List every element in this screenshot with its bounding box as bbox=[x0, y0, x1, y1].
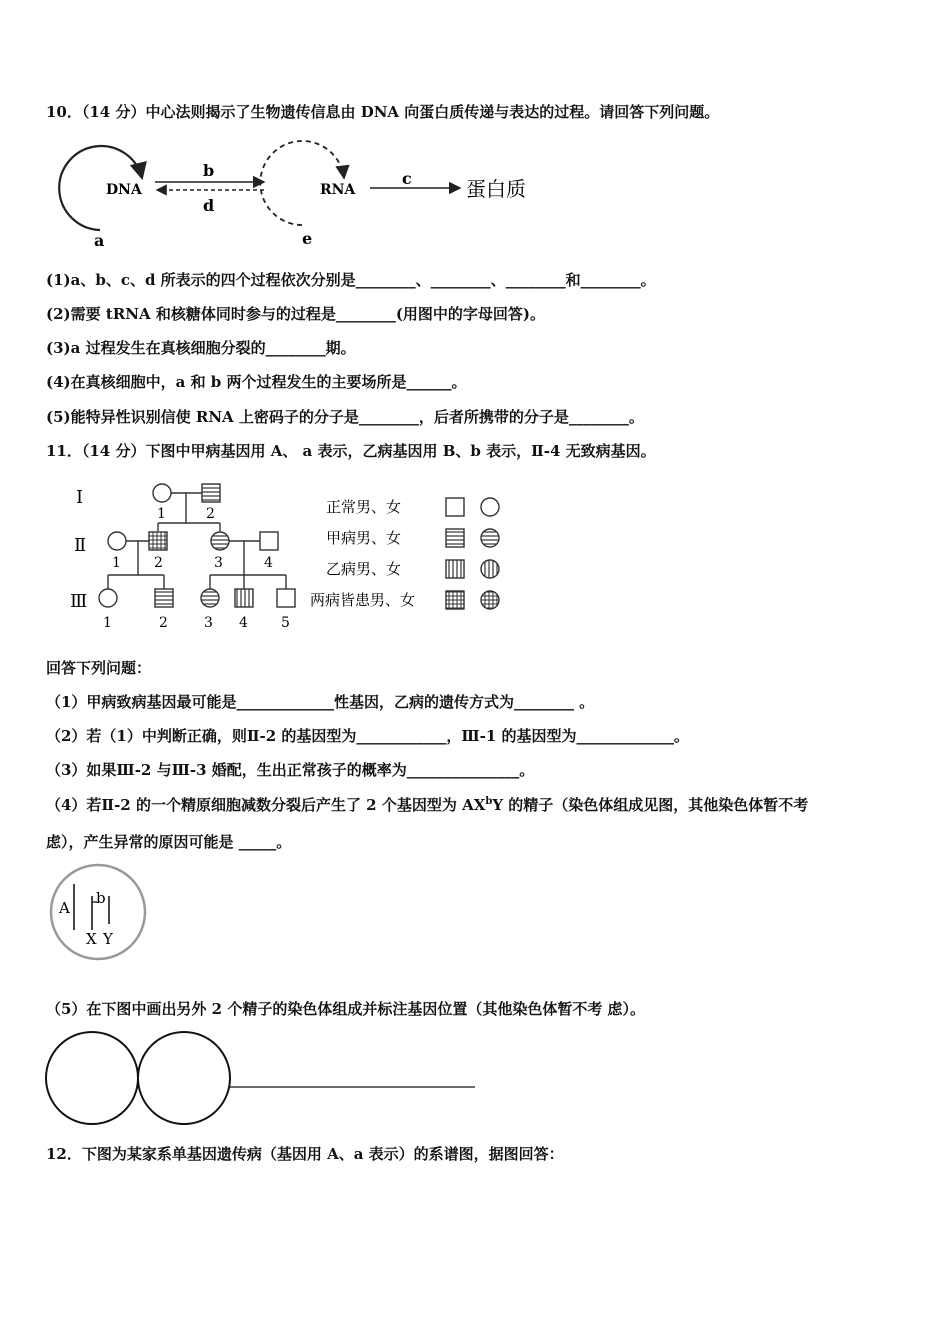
iii-1-female bbox=[99, 589, 117, 607]
q10-header: 10．（14 分）中心法则揭示了生物遗传信息由 DNA 向蛋白质传递与表达的过程。请回答下列问题。 bbox=[46, 103, 720, 121]
q10-item-4: (4)在真核细胞中，a 和 b 两个过程发生的主要场所是______。 bbox=[46, 373, 467, 391]
legend-normal-male bbox=[446, 498, 464, 516]
ii-3-num: 3 bbox=[214, 555, 223, 571]
ii-2-num: 2 bbox=[154, 555, 163, 571]
legend-disease-b: 乙病男、女 bbox=[326, 560, 402, 578]
iii-1-num: 1 bbox=[103, 615, 112, 631]
iii-3-female bbox=[201, 589, 219, 607]
label-b: b bbox=[203, 161, 215, 180]
cell-gene-b: b bbox=[96, 889, 106, 907]
legend-both-female bbox=[481, 591, 499, 609]
q11-item-4-cont: 虑），产生异常的原因可能是 _____。 bbox=[46, 833, 292, 851]
dna-label: DNA bbox=[106, 182, 142, 198]
blank-cell-1[interactable] bbox=[46, 1032, 138, 1124]
legend-disease-a: 甲病男、女 bbox=[326, 529, 402, 547]
central-dogma-diagram bbox=[40, 130, 560, 255]
ii-4-male bbox=[260, 532, 278, 550]
q11-answer-intro: 回答下列问题： bbox=[46, 659, 152, 677]
cell-x-chrom: X bbox=[86, 930, 97, 948]
cell-y-chrom: Y bbox=[103, 930, 113, 948]
q12-header: 12．下图为某家系单基因遗传病（基因用 A、a 表示）的系谱图，据图回答： bbox=[46, 1145, 564, 1163]
ii-1-num: 1 bbox=[112, 555, 121, 571]
label-d: d bbox=[203, 196, 215, 215]
i-2-male bbox=[202, 484, 220, 502]
rna-label: RNA bbox=[320, 182, 356, 198]
gen-1-label: Ⅰ bbox=[76, 487, 84, 508]
q10-item-3: (3)a 过程发生在真核细胞分裂的________期。 bbox=[46, 339, 356, 357]
q10-item-5: (5)能特异性识别信使 RNA 上密码子的分子是________，后者所携带的分子是________。 bbox=[46, 408, 644, 426]
protein-label: 蛋白质 bbox=[466, 177, 526, 201]
q11-item-4-part-a: （4）若Ⅱ-2 的一个精原细胞减数分裂后产生了 2 个基因型为 AX bbox=[46, 796, 486, 814]
iii-3-num: 3 bbox=[204, 615, 213, 631]
legend-a-female bbox=[481, 529, 499, 547]
iii-4-male bbox=[235, 589, 253, 607]
legend-normal-female bbox=[481, 498, 499, 516]
q11-item-3: （3）如果Ⅲ-2 与Ⅲ-3 婚配，生出正常孩子的概率为_______________。 bbox=[46, 761, 535, 779]
ii-4-num: 4 bbox=[264, 555, 273, 571]
legend-a-male bbox=[446, 529, 464, 547]
sperm-cell-diagram bbox=[48, 862, 152, 962]
gen-3-label: Ⅲ bbox=[70, 591, 88, 612]
q11-item-2: （2）若（1）中判断正确，则Ⅱ-2 的基因型为____________，Ⅲ-1 的基因型为_____________。 bbox=[46, 727, 690, 745]
gen-2-label: Ⅱ bbox=[74, 535, 87, 556]
label-a: a bbox=[94, 231, 105, 250]
i-2-num: 2 bbox=[206, 506, 215, 522]
q11-item-4-sup: b bbox=[485, 796, 493, 807]
ii-1-female bbox=[108, 532, 126, 550]
q10-item-2: (2)需要 tRNA 和核糖体同时参与的过程是________(用图中的字母回答)。 bbox=[46, 305, 546, 323]
legend-b-male bbox=[446, 560, 464, 578]
q11-item-5: （5）在下图中画出另外 2 个精子的染色体组成并标注基因位置（其他染色体暂不考 虑）。 bbox=[46, 1000, 646, 1018]
label-c: c bbox=[402, 169, 412, 188]
q11-header: 11．（14 分）下图中甲病基因用 A、 a 表示，乙病基因用 B、b 表示，Ⅱ-4 无致病基因。 bbox=[46, 442, 656, 460]
i-1-num: 1 bbox=[157, 506, 166, 522]
legend-both: 两病皆患男、女 bbox=[310, 591, 416, 609]
blank-cell-circles bbox=[44, 1030, 484, 1130]
ii-2-male bbox=[149, 532, 167, 550]
cell-gene-A: A bbox=[59, 899, 70, 917]
iii-2-num: 2 bbox=[159, 615, 168, 631]
blank-cell-2[interactable] bbox=[138, 1032, 230, 1124]
legend-normal: 正常男、女 bbox=[326, 498, 402, 516]
legend-b-female bbox=[481, 560, 499, 578]
iii-4-num: 4 bbox=[239, 615, 248, 631]
q11-item-1: （1）甲病致病基因最可能是_____________性基因，乙病的遗传方式为________ 。 bbox=[46, 693, 595, 711]
iii-5-male bbox=[277, 589, 295, 607]
pedigree-chart bbox=[60, 475, 520, 635]
legend-both-male bbox=[446, 591, 464, 609]
iii-2-male bbox=[155, 589, 173, 607]
i-1-female bbox=[153, 484, 171, 502]
ii-3-female bbox=[211, 532, 229, 550]
q11-item-4 bbox=[46, 795, 808, 815]
label-e: e bbox=[302, 229, 313, 248]
iii-5-num: 5 bbox=[281, 615, 290, 631]
q11-item-4-part-b: Y 的精子（染色体组成见图，其他染色体暂不考 bbox=[492, 796, 809, 814]
q10-item-1: (1)a、b、c、d 所表示的四个过程依次分别是________、________、________和________。 bbox=[46, 271, 656, 289]
